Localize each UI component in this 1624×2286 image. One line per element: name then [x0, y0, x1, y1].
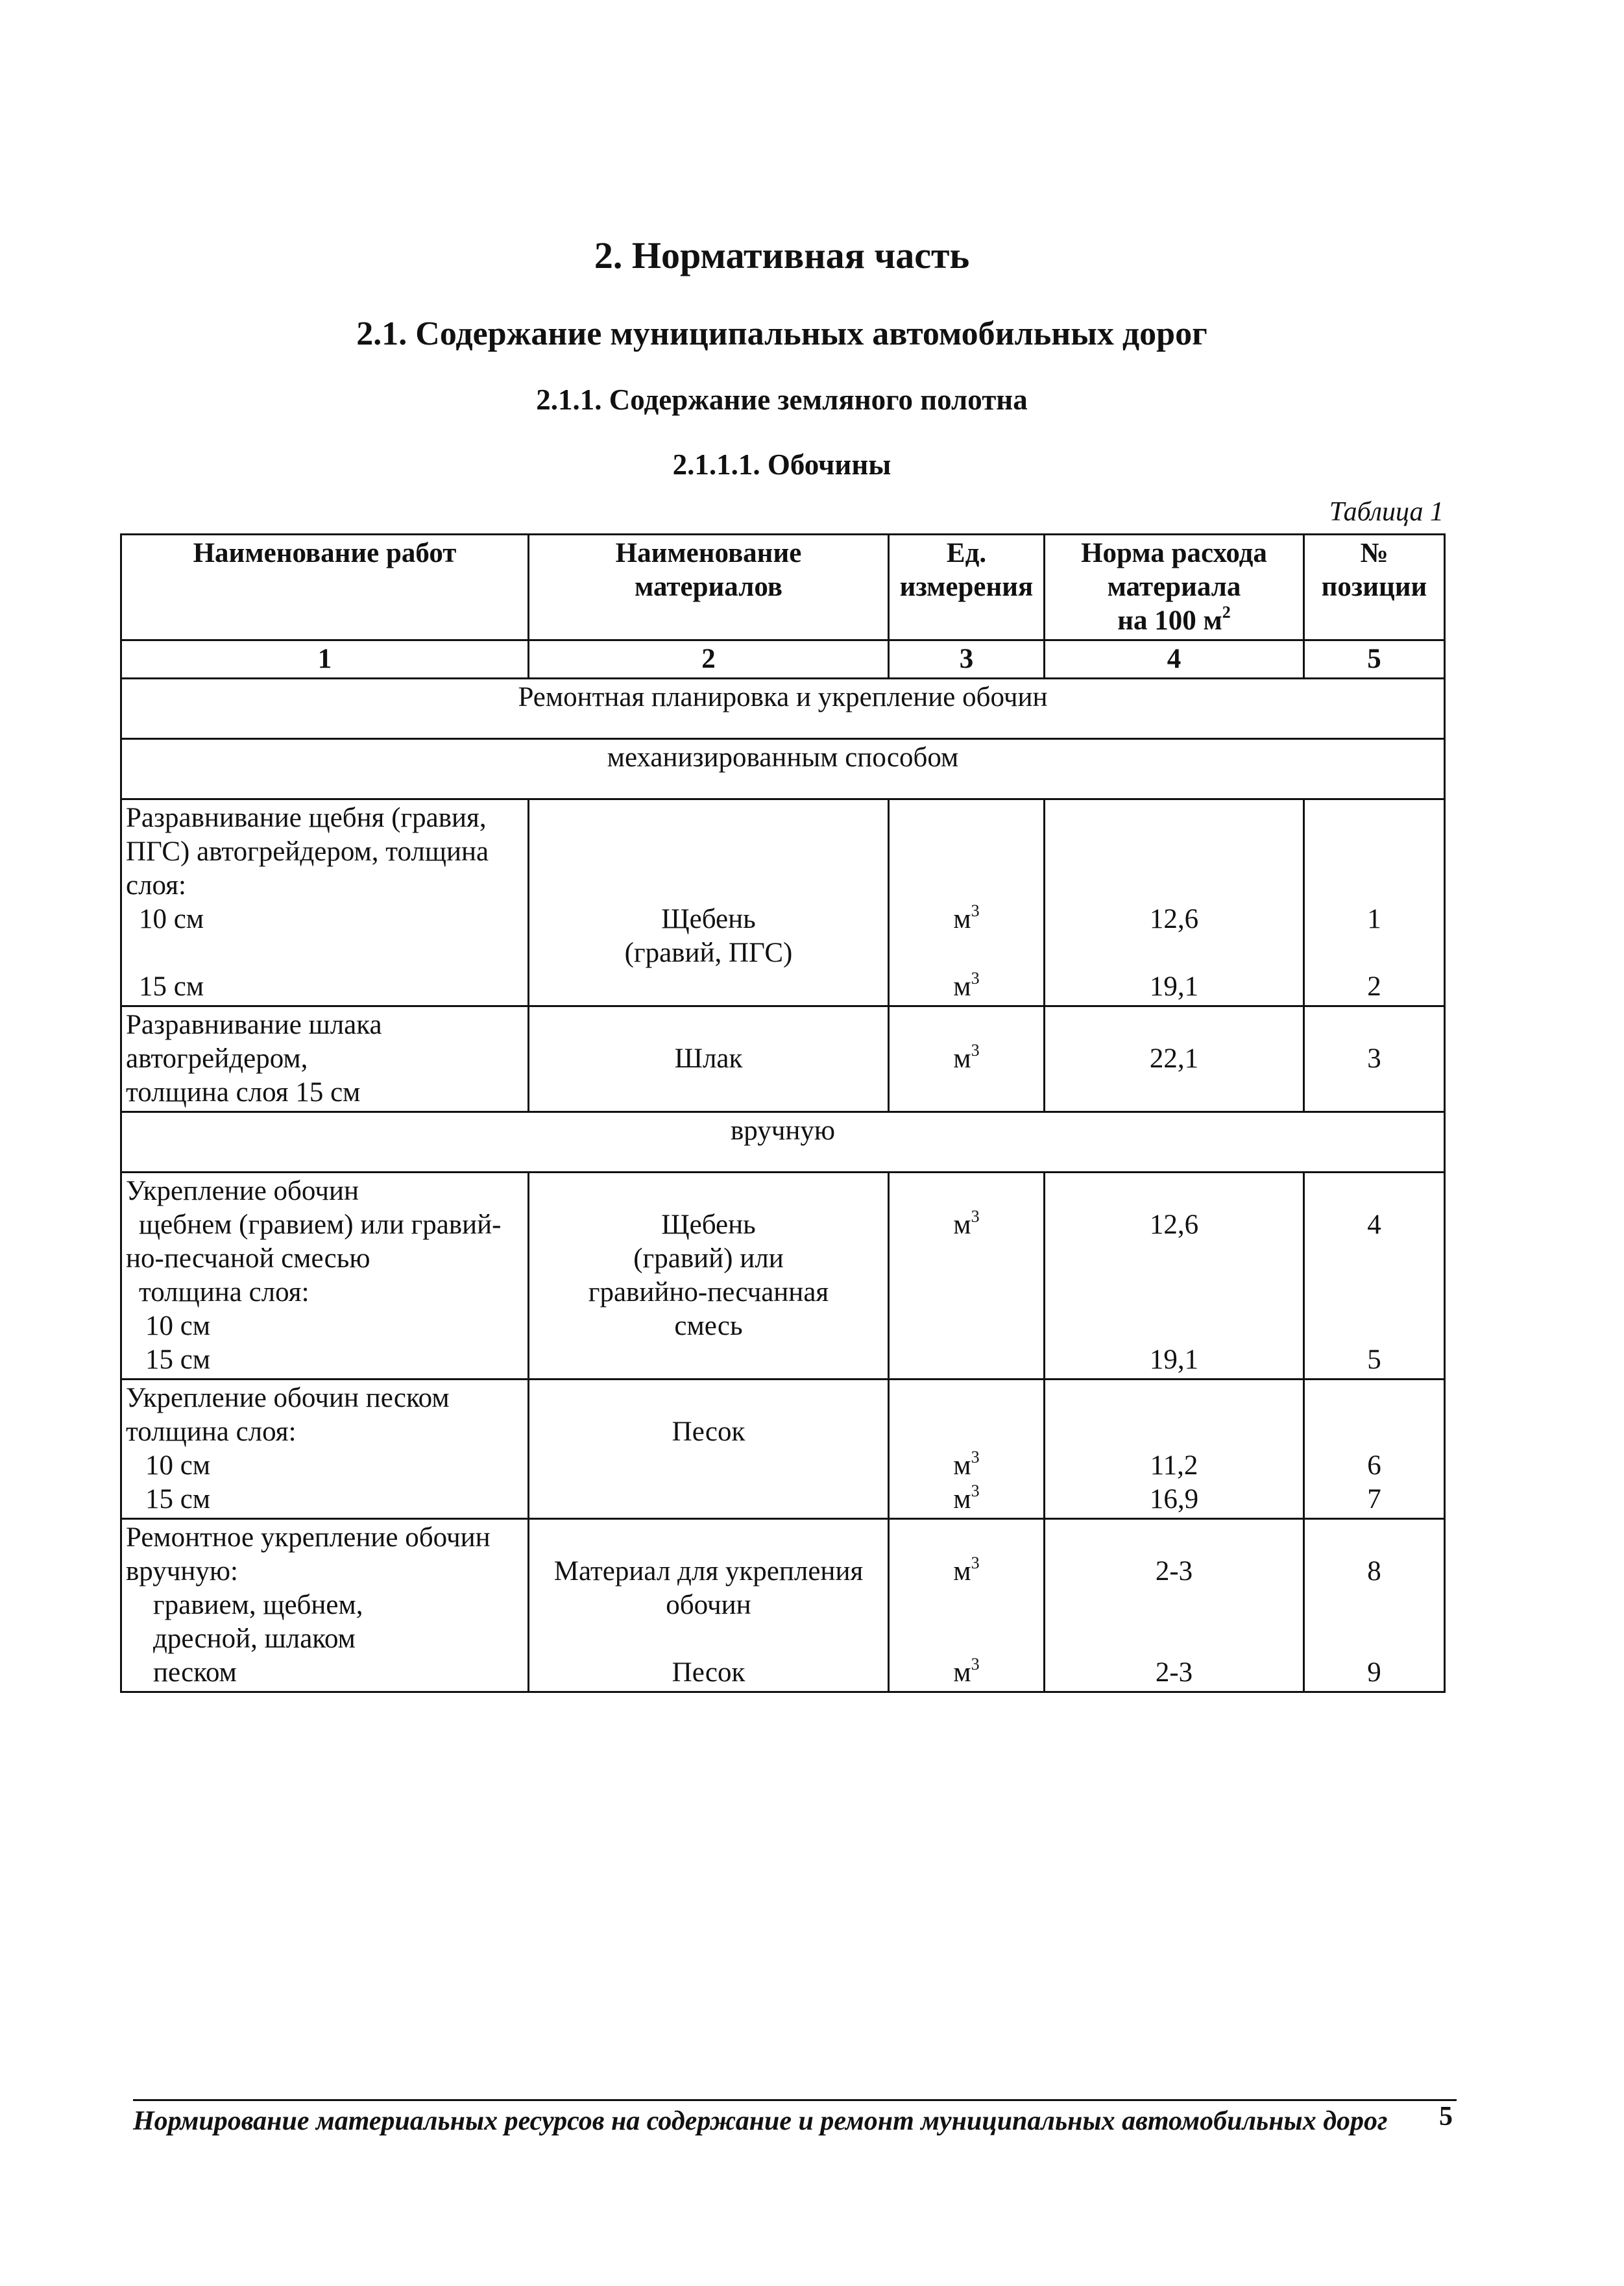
section-row: [121, 679, 1445, 739]
position-cell: 4 5: [1304, 1173, 1445, 1380]
unit-cell: $м^3$ $м^3$: [889, 1519, 1045, 1692]
column-number: 4: [1045, 640, 1304, 679]
unit-cell: $м^3$ $м^3$: [889, 1380, 1045, 1519]
work-cell: Ремонтное укрепление обочин вручную: гравием, щебнем, дресной, шлаком песком: [121, 1519, 529, 1692]
unit-cell: $м^3$ $м^3$: [889, 799, 1045, 1006]
material-cell: Шлак: [529, 1006, 889, 1112]
table-row: [121, 799, 1445, 1006]
subsection-heading: 2.1. Содержание муниципальных автомобильных дорог: [356, 315, 1207, 352]
page-number: 5: [1439, 2102, 1453, 2132]
material-cell: Щебень (гравий, ПГС): [529, 799, 889, 1006]
column-number: 1: [121, 640, 529, 679]
work-cell: Укрепление обочин щебнем (гравием) или гравий- но-песчаной смесью толщина слоя: 10 см 15 см: [121, 1173, 529, 1380]
section-heading: 2. Нормативная часть: [594, 234, 970, 276]
table-header-row: [121, 535, 1445, 640]
unit-cell: $м^3$: [889, 1173, 1045, 1380]
work-cell: Укрепление обочин песком толщина слоя: 10 см 15 см: [121, 1380, 529, 1519]
subsection-row-mechanized: [121, 739, 1445, 799]
norm-cell: 12,6 19,1: [1045, 1173, 1304, 1380]
column-numbers-row: [121, 640, 1445, 679]
position-cell: 3: [1304, 1006, 1445, 1112]
header-position: № позиции: [1304, 535, 1445, 640]
subsection-title: механизированным способом: [121, 739, 1445, 799]
position-cell: 1 2: [1304, 799, 1445, 1006]
position-cell: 6 7: [1304, 1380, 1445, 1519]
column-number: 5: [1304, 640, 1445, 679]
table-row: [121, 1519, 1445, 1692]
header-norm: Норма расхода материала на 100 $м^2$: [1045, 535, 1304, 640]
subsection-title: вручную: [121, 1112, 1445, 1173]
header-materials: Наименование материалов: [529, 535, 889, 640]
material-cell: Материал для укрепления обочин Песок: [529, 1519, 889, 1692]
running-footer: Нормирование материальных ресурсов на содержание и ремонт муниципальных автомобильных дорог: [133, 2106, 1388, 2136]
unit-cell: $м^3$: [889, 1006, 1045, 1112]
topic-heading: 2.1.1.1. Обочины: [672, 448, 891, 481]
header-unit: Ед. измерения: [889, 535, 1045, 640]
column-number: 3: [889, 640, 1045, 679]
position-cell: 8 9: [1304, 1519, 1445, 1692]
table-row: [121, 1380, 1445, 1519]
section-title: Ремонтная планировка и укрепление обочин: [121, 679, 1445, 739]
norm-cell: 2-3 2-3: [1045, 1519, 1304, 1692]
column-number: 2: [529, 640, 889, 679]
footer-divider: [133, 2099, 1457, 2101]
table-row: [121, 1006, 1445, 1112]
header-works: Наименование работ: [121, 535, 529, 640]
subsection-row-manual: [121, 1112, 1445, 1173]
material-cell: Щебень (гравий) или гравийно-песчанная смесь: [529, 1173, 889, 1380]
material-cell: Песок: [529, 1380, 889, 1519]
work-cell: Разравнивание щебня (гравия, ПГС) автогрейдером, толщина слоя: 10 см 15 см: [121, 799, 529, 1006]
norm-cell: 22,1: [1045, 1006, 1304, 1112]
norm-cell: 12,6 19,1: [1045, 799, 1304, 1006]
table-row: [121, 1173, 1445, 1380]
work-cell: Разравнивание шлака автогрейдером, толщина слоя 15 см: [121, 1006, 529, 1112]
table-label: Таблица 1: [1329, 497, 1444, 527]
norms-table: [120, 533, 1446, 1693]
norm-cell: 11,2 16,9: [1045, 1380, 1304, 1519]
sub-subsection-heading: 2.1.1. Содержание земляного полотна: [536, 383, 1028, 416]
